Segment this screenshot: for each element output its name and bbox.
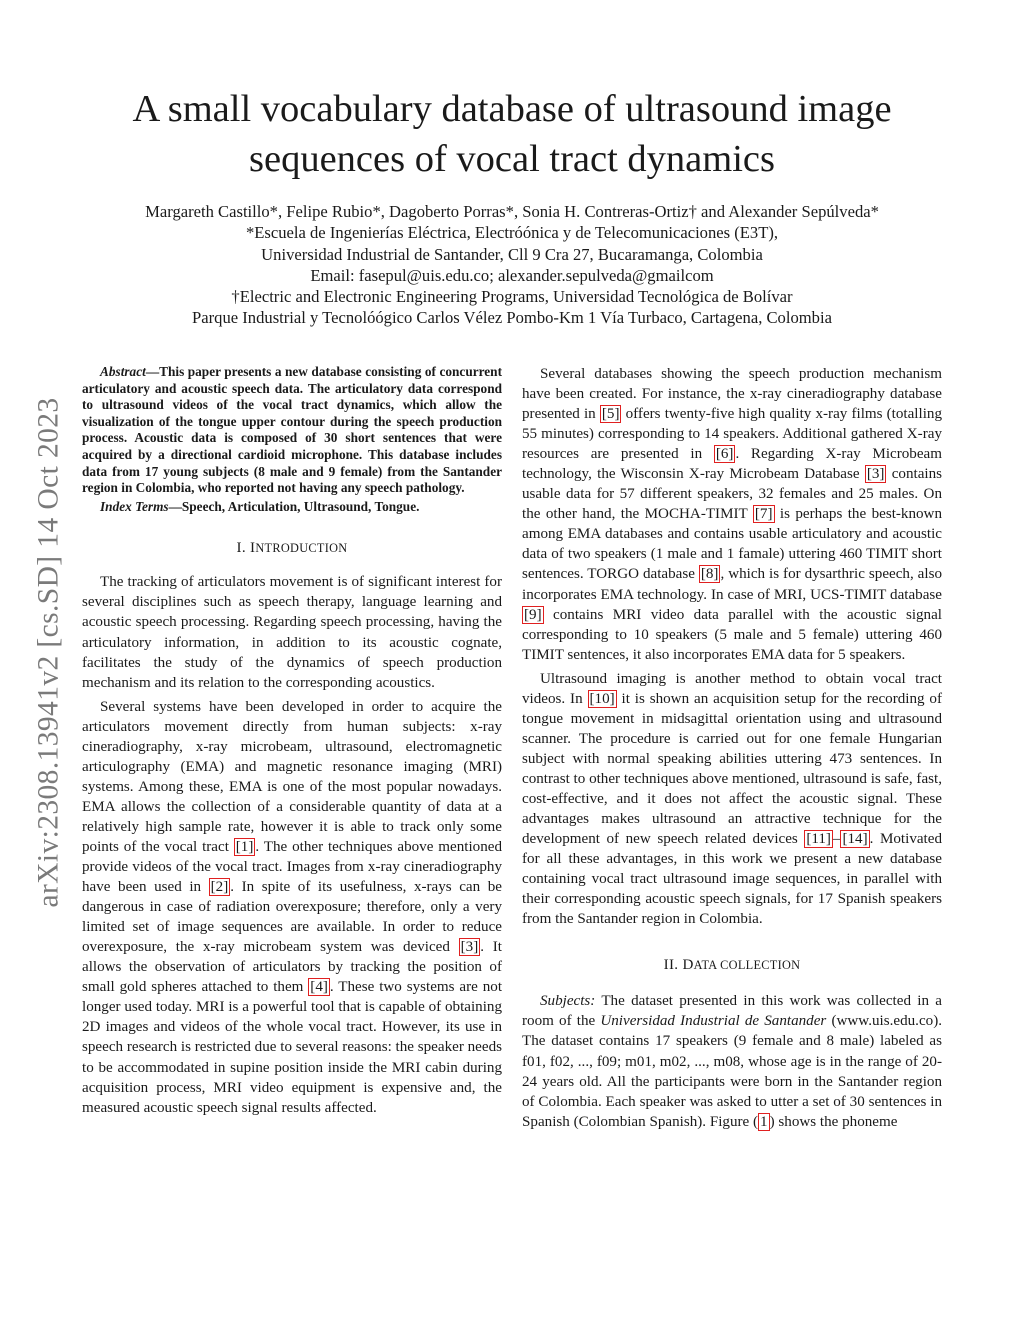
- subjects-label: Subjects:: [540, 993, 596, 1010]
- text-run: is perhaps the best-known among EMA databases and contains usable articulatory and acoustic data of two speakers (1 male and 1 famale) uttering 460 TIMIT short sentences. TORGO database: [522, 506, 942, 583]
- citation-link[interactable]: [1]: [235, 839, 254, 855]
- paper-title: [60, 84, 964, 184]
- citation-link[interactable]: [9]: [524, 606, 542, 623]
- affiliation-line-5: Parque Industrial y Tecnolóógico Carlos Vélez Pombo-Km 1 Vía Turbaco, Cartagena, Colombia: [192, 308, 832, 328]
- arxiv-sidebar-stamp: [30, 362, 68, 942]
- right-column: [522, 364, 942, 1132]
- text-run: (www.uis.edu.co). The dataset contains 17 speakers (9 female and 8 male) labeled as f01, f02, ..., f09; m01, m02, ..., m08, whose age is in the range of 20-24 years old. All the participants were born in the Santander region of Colombia. Each speaker was asked to utter a set of 30 sentences in Spanish (Colombian Spanish). Figure (: [522, 1013, 942, 1130]
- left-column: [82, 364, 502, 1118]
- affiliation-line-4: †Electric and Electronic Engineering Programs, Universidad Tecnológica de Bolívar: [231, 287, 793, 307]
- abstract-text: —This paper presents a new database consisting of concurrent articulatory and acoustic speech data. The articulatory data correspond to ultrasound videos of the vocal tract dynamics, which allow the visualization of the tongue upper contour during the speech production process. Acoustic data is composed of 30 short sentences that were acquired by a directional cardioid microphone. This database includes data from 17 young subjects (8 male and 9 female) from the Santander region in Colombia, who reported not having any speech pathology.: [82, 364, 502, 496]
- citation-link[interactable]: [5]: [601, 406, 620, 423]
- citation-link[interactable]: [3]: [460, 939, 479, 956]
- text-run: Several databases showing the speech production mechanism have been created. For instance, the x-ray cineradiography database presented in: [522, 366, 942, 423]
- citation-link[interactable]: [7]: [754, 506, 773, 523]
- text-run: . In spite of its usefulness, x-rays can be dangerous in case of radiation overexposure; therefore, only a very limited set of image sequences are available. In order to reduce overexposure, the x-ray microbeam system was deviced: [82, 879, 502, 956]
- citation-link[interactable]: [11]: [806, 831, 831, 848]
- university-name: Universidad Industrial de Santander: [600, 1013, 827, 1030]
- text-run: contains MRI video data parallel with the acoustic signal corresponding to 10 speakers (5 male and 5 female) uttering 460 TIMIT sentences, it also incorporates EMA data for 5 speakers.: [522, 606, 942, 663]
- citation-link[interactable]: [10]: [589, 690, 615, 707]
- affiliation-line-1: *Escuela de Ingenierías Eléctrica, Electróónica y de Telecomunicaciones (E3T),: [245, 223, 779, 243]
- abstract-label: Abstract: [100, 364, 146, 379]
- index-terms: [82, 499, 502, 516]
- text-run: . Motivated for all these advantages, in this work we present a new database containing vocal tract ultrasound image sequences, in parallel with their corresponding acoustic speech signals, for 17 Spanish speakers from the Santander region in Colombia.: [522, 831, 943, 928]
- section-numeral: II.: [663, 957, 683, 974]
- citation-link[interactable]: [2]: [210, 879, 229, 896]
- subjects-paragraph: [522, 991, 942, 1131]
- index-terms-label: Index Terms: [100, 498, 169, 514]
- section-numeral: I.: [236, 540, 251, 557]
- intro-paragraph-1: The tracking of articulators movement is of significant interest for several disciplines such as speech therapy, language learning and acoustic speech processing. Regarding speech processing, having the articulatory information, in addition to its acoustic cognate, facilitates the study of the dynamics of speech production mechanism and its relation to the corresponding acoustics.: [82, 574, 502, 691]
- right-paragraph-1: [522, 364, 942, 665]
- author-block: [60, 201, 964, 329]
- affiliation-email: Email: fasepul@uis.edu.co; alexander.sepulveda@gmailcom: [310, 265, 714, 285]
- section-heading-data-collection: [522, 955, 942, 975]
- text-run: . These two systems are not longer used today. MRI is a powerful tool that is capable of obtaining 2D images and videos of the whole vocal tract. However, its use in speech research is restricted due to several reasons: the speaker needs to be accommodated in supine position inside the MRI cabin during acquisition process, MRI video equipment is expensive and, the measured acoustic speech signal results affected.: [82, 979, 503, 1116]
- text-run: , which is for dysarthric speech, also incorporates EMA technology. In case of MRI, UCS-TIMIT database: [522, 566, 942, 603]
- section-title-rest: NTRODUCTION: [255, 541, 348, 556]
- author-list: Margareth Castillo*, Felipe Rubio*, Dagoberto Porras*, Sonia H. Contreras-Ortiz† and Alexander Sepúlveda*: [145, 202, 879, 221]
- affiliation-line-2: Universidad Industrial de Santander, Cll 9 Cra 27, Bucaramanga, Colombia: [261, 244, 763, 264]
- citation-link[interactable]: [8]: [700, 566, 719, 583]
- title-line-2: sequences of vocal tract dynamics: [249, 138, 775, 180]
- title-line-1: A small vocabulary database of ultrasound image: [132, 88, 892, 130]
- text-run: . The other techniques above mentioned provide videos of the vocal tract. Images from x-ray cineradiography have been used in: [82, 839, 502, 896]
- intro-paragraph-2: [82, 697, 502, 1118]
- text-run: –: [832, 831, 841, 848]
- text-run: it is shown an acquisition setup for the recording of tongue movement in midsagittal orientation using and ultrasound scanner. The procedure is carried out for one female Hungarian subject with normal speaking abilities uttering 473 sentences. In contrast to other techniques above mentioned, ultrasound is safe, fast, cost-effective, and it does not affect the acoustic signal. These advantages makes ultrasound an attractive technique for the development of new speech related devices: [522, 690, 942, 848]
- section-initial: D: [682, 957, 694, 974]
- text-run: . It allows the observation of articulators by tracking the position of small gold spheres attached to them: [82, 939, 502, 996]
- citation-link[interactable]: [4]: [310, 979, 328, 996]
- text-run: Several systems have been developed in order to acquire the articulators movement directly from human subjects: x-ray cineradiography, x-ray microbeam, ultrasound, electromagnetic articulography (EMA) and magnetic resonance imaging (MRI) systems. Among these, EMA is one of the most popular nowadays. EMA allows the collection of a considerable quantity of data at a relatively high sample rate, however it is able to track only some points of the vocal tract: [82, 698, 502, 855]
- citation-link[interactable]: [3]: [866, 466, 885, 483]
- section-title-rest: ATA COLLECTION: [693, 958, 801, 973]
- right-paragraph-2: [522, 669, 942, 930]
- text-run: contains usable data for 57 different speakers, 32 females and 25 males. On the other hand, the MOCHA-TIMIT: [522, 466, 943, 523]
- arxiv-id: arXiv:2308.13941v2 [cs.SD] 14 Oct 2023: [32, 396, 65, 908]
- citation-link[interactable]: [6]: [715, 446, 734, 463]
- abstract: [82, 364, 502, 497]
- text-run: The dataset presented in this work was collected in a room of the: [522, 993, 942, 1030]
- index-terms-text: —Speech, Articulation, Ultrasound, Tongue.: [168, 498, 420, 514]
- text-run: Ultrasound imaging is another method to obtain vocal tract videos. In: [522, 670, 942, 707]
- text-run: ) shows the phoneme: [769, 1113, 898, 1130]
- citation-link[interactable]: [14]: [842, 831, 868, 848]
- text-run: offers twenty-five high quality x-ray films (totalling 55 minutes) corresponding to 14 speakers. Additional gathered X-ray resources are presented in: [522, 406, 942, 463]
- section-heading-introduction: [82, 538, 502, 558]
- text-run: . Regarding X-ray Microbeam technology, the Wisconsin X-ray Microbeam Database: [522, 446, 942, 483]
- section-initial: I: [250, 540, 256, 557]
- figure-reference-link[interactable]: 1: [760, 1113, 768, 1130]
